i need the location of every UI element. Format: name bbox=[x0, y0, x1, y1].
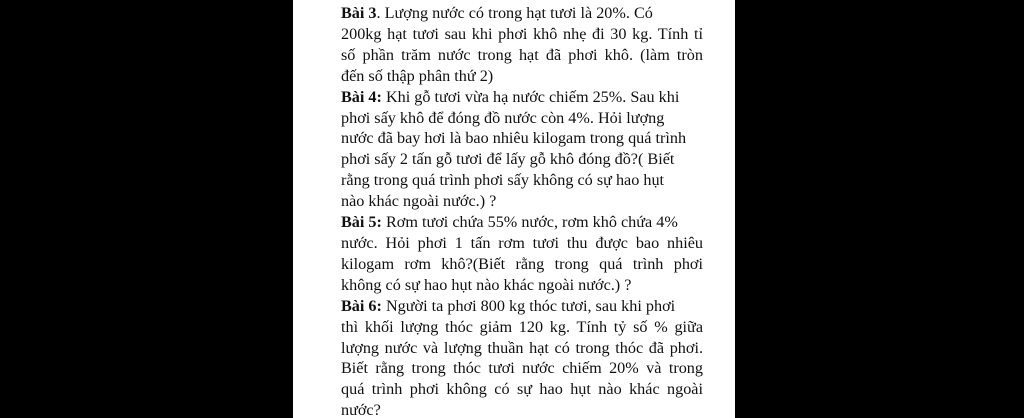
bai-3-line-1 bbox=[341, 3, 703, 24]
bai-6-text-3: lượng nước và lượng thuần hạt có trong thóc đã phơi. bbox=[341, 338, 703, 357]
bai-4-line-1 bbox=[341, 87, 703, 108]
bai-4-text-3: nước đã bay hơi là bao nhiêu kilogam trong quá trình bbox=[341, 129, 687, 148]
bai-6-text-5: quá trình phơi không có sự hao hụt nào khác ngoài bbox=[341, 380, 703, 399]
bai-4-label: Bài 4: bbox=[341, 87, 382, 106]
bai-3-text-1: Lượng nước có trong hạt tươi là 20%. Có bbox=[384, 4, 653, 22]
bai-6-text-2: thì khối lượng thóc giảm 120 kg. Tính tỷ số % giữa bbox=[341, 317, 703, 336]
bai-4-text-1: Khi gỗ tươi vừa hạ nước chiếm 25%. Sau khi bbox=[385, 87, 680, 106]
bai-6-line-1 bbox=[341, 296, 703, 317]
document-page bbox=[293, 0, 735, 418]
bai-5-text-3: kilogam rơm khô?(Biết rằng trong quá trình phơi bbox=[341, 254, 703, 273]
bai-4-text-4: phơi sấy 2 tấn gỗ tươi để lấy gỗ khô đóng đồ?( Biết bbox=[341, 150, 675, 169]
bai-5-text-2: nước. Hỏi phơi 1 tấn rơm tươi thu được bao nhiêu bbox=[341, 233, 703, 252]
bai-5-label: Bài 5: bbox=[341, 213, 382, 232]
document-text bbox=[341, 3, 703, 418]
bai-4-text-5: rằng trong quá trình phơi sấy không có sự hao hụt bbox=[341, 171, 665, 190]
bai-4-text-2: phơi sấy khô để đóng đồ nước còn 4%. Hỏi lượng bbox=[341, 108, 665, 127]
bai-4-text-6: nào khác ngoài nước.) ? bbox=[341, 192, 497, 211]
bai-5-text-1: Rơm tươi chứa 55% nước, rơm khô chứa 4% bbox=[385, 213, 678, 232]
bai-3-text-2: 200kg hạt tươi sau khi phơi khô nhẹ đi 30 kg. Tính tỉ bbox=[341, 24, 703, 43]
bai-6-text-6: nước? bbox=[341, 401, 381, 418]
bai-3-text-3: số phần trăm nước trong hạt đã phơi khô. (làm tròn bbox=[341, 45, 703, 64]
bai-3-text-4: đến số thập phân thứ 2) bbox=[341, 66, 494, 85]
bai-5-text-4: không có sự hao hụt nào khác ngoài nước.) ? bbox=[341, 275, 632, 294]
bai-3-label: Bài 3 bbox=[341, 4, 377, 22]
bai-6-label: Bài 6: bbox=[341, 296, 382, 315]
bai-5-line-1 bbox=[341, 212, 703, 233]
bai-6-text-4: Biết rằng trong thóc tươi nước chiếm 20% và trong bbox=[341, 359, 703, 378]
bai-6-text-1: Người ta phơi 800 kg thóc tươi, sau khi phơi bbox=[385, 296, 676, 315]
separator: . bbox=[376, 4, 385, 22]
